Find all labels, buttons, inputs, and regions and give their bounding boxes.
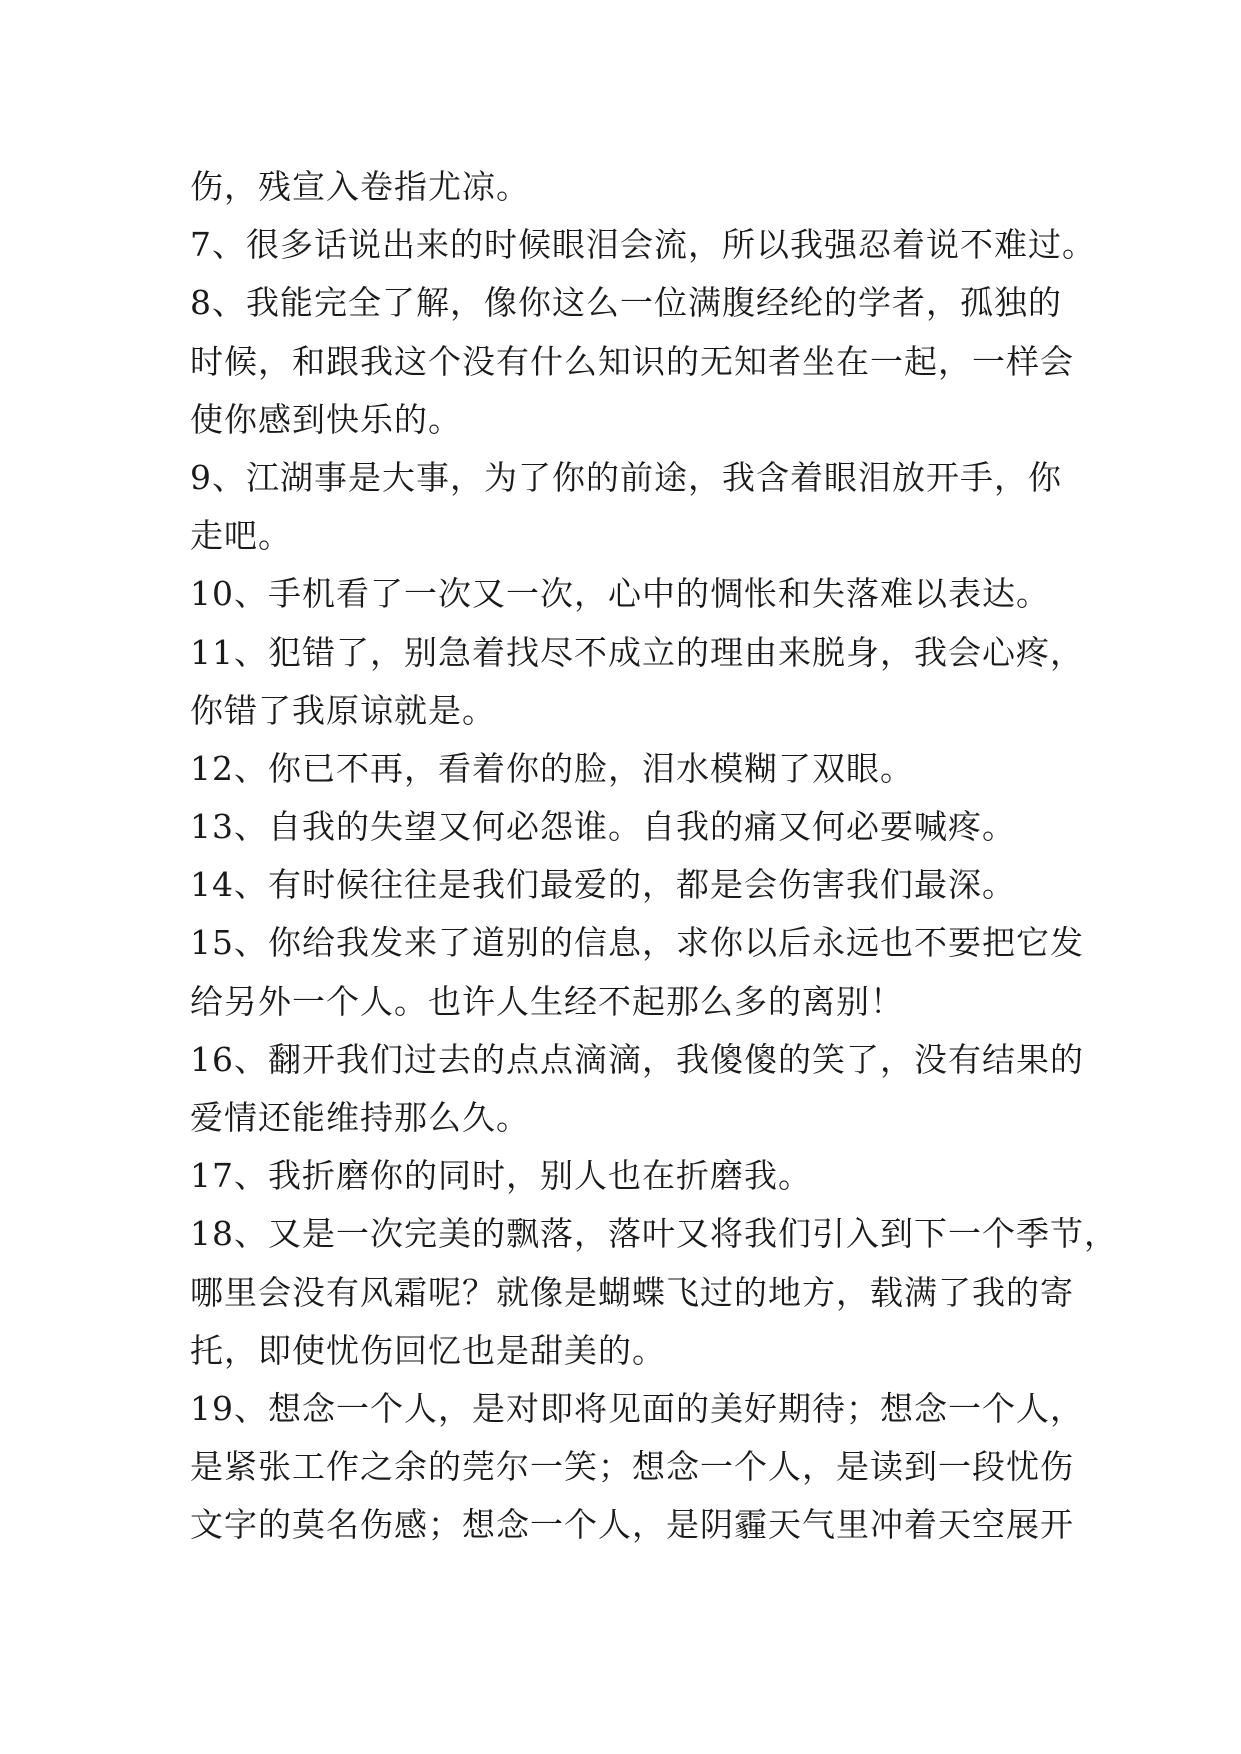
text-line: 14、有时候往往是我们最爱的，都是会伤害我们最深。 bbox=[190, 865, 1016, 905]
text-line: 13、自我的失望又何必怨谁。自我的痛又何必要喊疼。 bbox=[190, 807, 1016, 847]
text-line: 9、江湖事是大事，为了你的前途，我含着眼泪放开手，你 bbox=[190, 457, 1062, 497]
text-line: 时候，和跟我这个没有什么知识的无知者坐在一起，一样会 bbox=[190, 341, 1074, 381]
text-line: 16、翻开我们过去的点点滴滴，我傻傻的笑了，没有结果的 bbox=[190, 1039, 1084, 1079]
document-body bbox=[190, 158, 1118, 1555]
text-line: 10、手机看了一次又一次，心中的惆怅和失落难以表达。 bbox=[190, 574, 1050, 614]
text-line: 爱情还能维持那么久。 bbox=[190, 1098, 530, 1137]
text-line: 哪里会没有风霜呢？就像是蝴蝶飞过的地方，载满了我的寄 bbox=[190, 1272, 1074, 1312]
text-line: 伤，残宣入卷指尤凉。 bbox=[190, 167, 530, 206]
text-line: 19、想念一个人，是对即将见面的美好期待；想念一个人， bbox=[190, 1388, 1084, 1428]
text-line: 你错了我原谅就是。 bbox=[190, 690, 496, 730]
text-line: 12、你已不再，看着你的脸，泪水模糊了双眼。 bbox=[190, 748, 914, 788]
text-line: 11、犯错了，别急着找尽不成立的理由来脱身，我会心疼， bbox=[190, 632, 1084, 672]
text-line: 托，即使忧伤回忆也是甜美的。 bbox=[190, 1330, 666, 1370]
text-line: 18、又是一次完美的飘落，落叶又将我们引入到下一个季节， bbox=[190, 1214, 1118, 1254]
text-line: 走吧。 bbox=[190, 516, 292, 556]
text-line: 是紧张工作之余的莞尔一笑；想念一个人，是读到一段忧伤 bbox=[190, 1447, 1074, 1487]
text-line: 17、我折磨你的同时，别人也在折磨我。 bbox=[190, 1156, 812, 1196]
text-line: 使你感到快乐的。 bbox=[190, 399, 462, 439]
text-line: 给另外一个人。也许人生经不起那么多的离别！ bbox=[190, 981, 904, 1021]
text-line: 8、我能完全了解，像你这么一位满腹经纶的学者，孤独的 bbox=[190, 283, 1062, 323]
text-line: 文字的莫名伤感；想念一个人，是阴霾天气里冲着天空展开 bbox=[190, 1505, 1074, 1545]
text-line: 15、你给我发来了道别的信息，求你以后永远也不要把它发 bbox=[190, 923, 1084, 963]
text-line: 7、很多话说出来的时候眼泪会流，所以我强忍着说不难过。 bbox=[190, 225, 1096, 265]
